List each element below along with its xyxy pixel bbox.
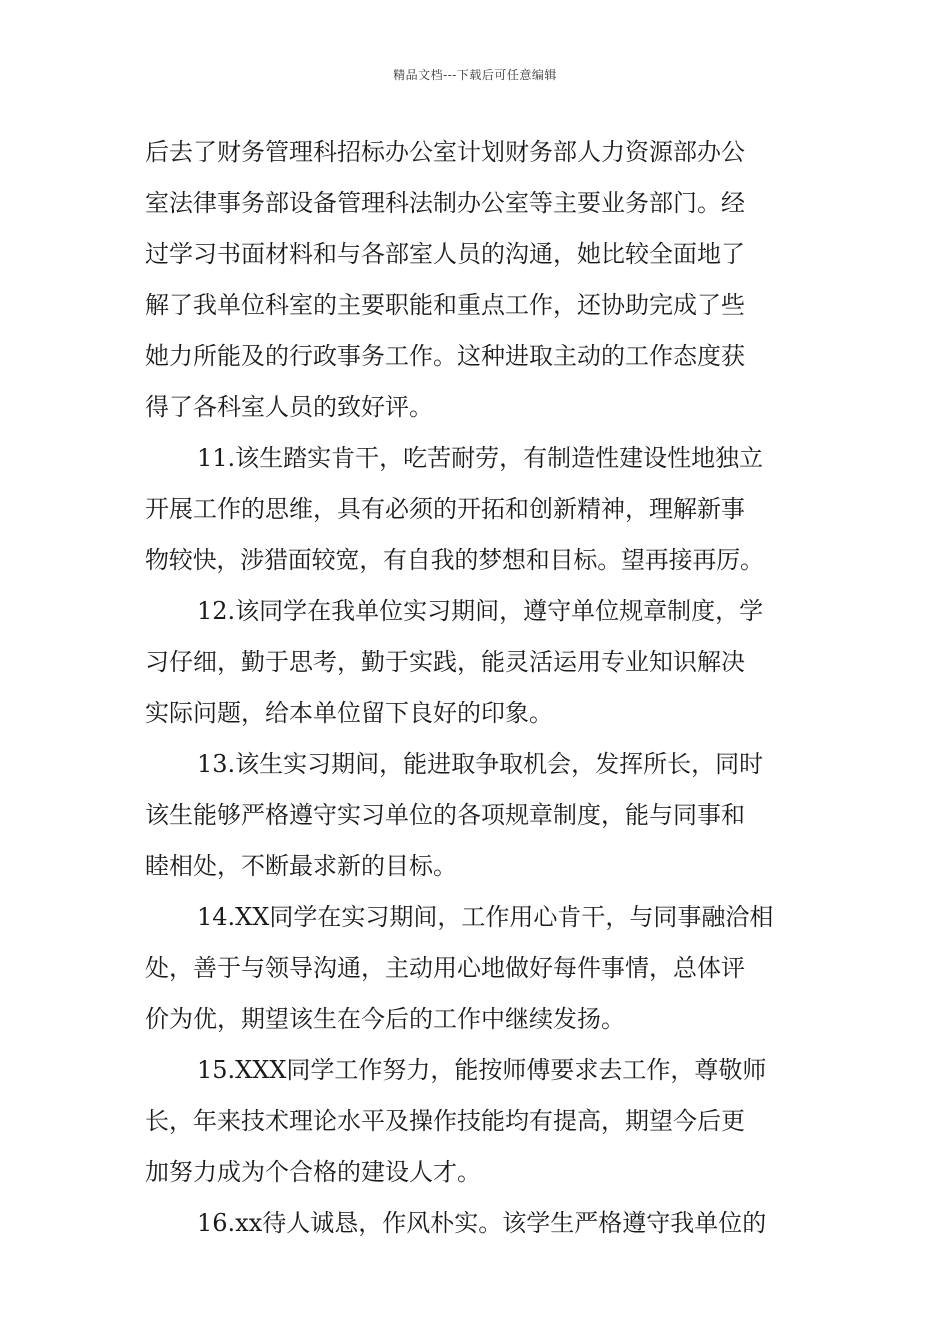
text-line: 12.该同学在我单位实习期间，遵守单位规章制度，学	[197, 597, 764, 625]
text-line: 13.该生实习期间，能进取争取机会，发挥所长，同时	[197, 750, 764, 778]
paragraph	[145, 433, 807, 586]
text-line: 该生能够严格遵守实习单位的各项规章制度，能与同事和	[145, 801, 745, 829]
text-line: 她力所能及的行政事务工作。这种进取主动的工作态度获	[145, 342, 745, 370]
paragraph	[145, 739, 807, 892]
page-header: 精品文档---下载后可任意编辑	[393, 68, 557, 82]
paragraph	[145, 892, 807, 1045]
paragraph	[145, 1198, 807, 1249]
document-body	[145, 127, 807, 1249]
text-line: 开展工作的思维，具有必须的开拓和创新精神，理解新事	[145, 495, 745, 523]
text-line: 实际问题，给本单位留下良好的印象。	[145, 699, 553, 727]
text-line: 得了各科室人员的致好评。	[145, 393, 433, 421]
text-line: 15.XXX同学工作努力，能按师傅要求去工作，尊敬师	[197, 1056, 767, 1084]
paragraph	[145, 127, 807, 433]
paragraph	[145, 1045, 807, 1198]
text-line: 16.xx待人诚恳，作风朴实。该学生严格遵守我单位的	[197, 1209, 767, 1237]
text-line: 加努力成为个合格的建设人才。	[145, 1158, 481, 1186]
text-line: 睦相处，不断最求新的目标。	[145, 852, 457, 880]
text-line: 处，善于与领导沟通，主动用心地做好每件事情，总体评	[145, 954, 745, 982]
text-line: 解了我单位科室的主要职能和重点工作，还协助完成了些	[145, 291, 745, 319]
text-line: 过学习书面材料和与各部室人员的沟通，她比较全面地了	[145, 240, 745, 268]
text-line: 习仔细，勤于思考，勤于实践，能灵活运用专业知识解决	[145, 648, 745, 676]
text-line: 长，年来技术理论水平及操作技能均有提高，期望今后更	[145, 1107, 745, 1135]
paragraph	[145, 586, 807, 739]
text-line: 价为优，期望该生在今后的工作中继续发扬。	[145, 1005, 625, 1033]
text-line: 后去了财务管理科招标办公室计划财务部人力资源部办公	[145, 138, 745, 166]
text-line: 14.XX同学在实习期间，工作用心肯干，与同事融洽相	[197, 903, 774, 931]
text-line: 室法律事务部设备管理科法制办公室等主要业务部门。经	[145, 189, 745, 217]
text-line: 11.该生踏实肯干，吃苦耐劳，有制造性建设性地独立	[197, 444, 764, 472]
text-line: 物较快，涉猎面较宽，有自我的梦想和目标。望再接再厉。	[145, 546, 764, 574]
